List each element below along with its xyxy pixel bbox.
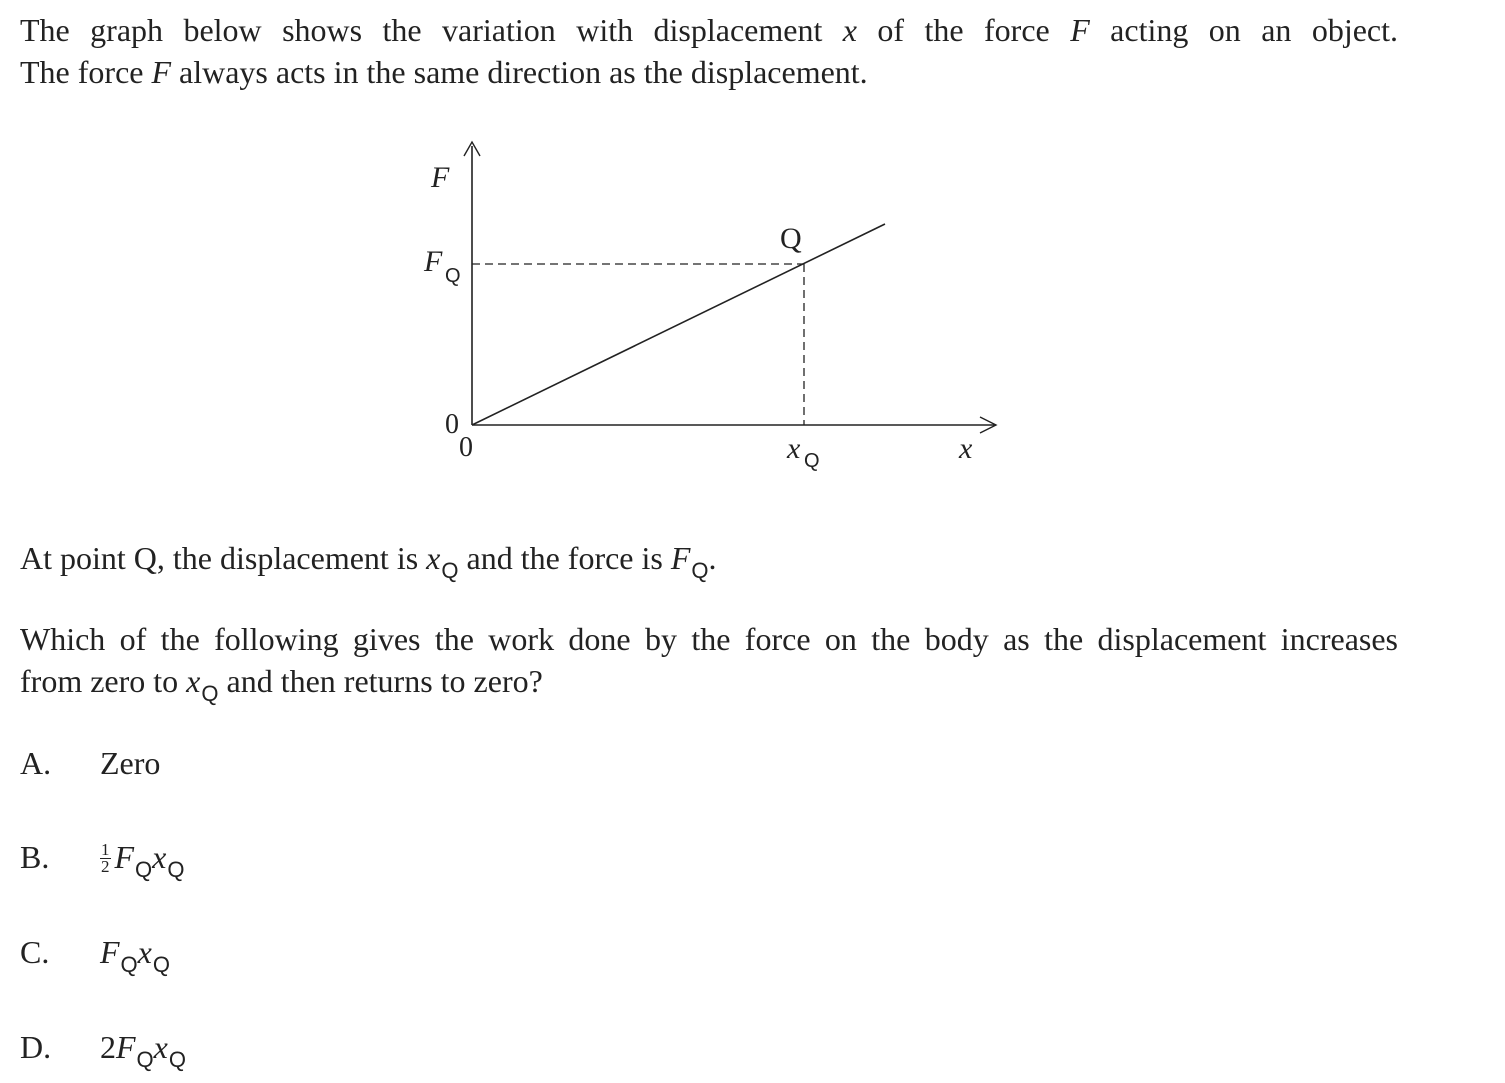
var-x: x (426, 540, 441, 576)
option-a-letter: A. (20, 745, 52, 781)
question-line-1: Which of the following gives the work done by the force on the body as the displacement increases (20, 621, 1398, 657)
intro-text: always acts in the same direction as the displacement. (171, 54, 868, 90)
fraction-numerator: 1 (101, 840, 110, 860)
option-a-text: Zero (100, 745, 161, 781)
var-F: F (116, 1029, 136, 1065)
option-a[interactable] (20, 743, 160, 783)
point-q-label: Q (780, 222, 802, 255)
option-d-letter: D. (20, 1029, 52, 1065)
xq-label-sub: Q (804, 450, 820, 472)
one-half-fraction (100, 842, 111, 875)
subscript-q: Q (201, 681, 219, 706)
force-line (472, 224, 885, 425)
var-F: F (100, 934, 120, 970)
intro-text: of the force (857, 12, 1071, 48)
var-x: x (842, 12, 857, 48)
question-text: and then returns to zero? (218, 663, 543, 699)
var-x: x (153, 1029, 168, 1065)
question-text: from zero to (20, 663, 187, 699)
subscript-q: Q (168, 1047, 186, 1072)
var-F: F (670, 540, 691, 576)
var-x: x (137, 934, 152, 970)
xq-label: x (787, 432, 801, 465)
statement (20, 537, 717, 583)
var-F: F (1070, 12, 1090, 48)
force-displacement-graph (0, 0, 1505, 520)
question (20, 618, 1398, 706)
fq-label (423, 245, 443, 278)
statement-text: and the force is (458, 540, 671, 576)
intro-text: The graph below shows the variation with displacement (20, 12, 843, 48)
fraction-denominator: 2 (101, 857, 110, 877)
option-c-letter: C. (20, 934, 50, 970)
statement-text: . (708, 540, 717, 576)
subscript-q: Q (120, 952, 138, 977)
subscript-q: Q (167, 857, 185, 882)
intro-text: acting on an object. (1089, 12, 1399, 48)
subscript-q: Q (152, 952, 170, 977)
fq-label-F: F (424, 245, 443, 278)
origin-x-label: 0 (459, 432, 473, 463)
fq-label-sub: Q (445, 265, 461, 287)
option-b-letter: B. (20, 839, 50, 875)
statement-text: At point Q, the displacement is (20, 540, 427, 576)
subscript-q: Q (136, 1047, 154, 1072)
y-axis-label: F (431, 161, 450, 194)
origin-y-label: 0 (445, 409, 459, 440)
subscript-q: Q (441, 558, 459, 583)
question-line-2 (20, 660, 1398, 706)
var-F: F (114, 839, 135, 875)
option-b[interactable] (20, 837, 185, 881)
option-d[interactable] (20, 1027, 186, 1071)
option-c[interactable] (20, 932, 170, 976)
subscript-q: Q (691, 558, 709, 583)
var-F: F (151, 54, 172, 90)
var-x: x (152, 839, 167, 875)
option-d-coefficient: 2 (100, 1029, 116, 1065)
var-x: x (186, 663, 201, 699)
x-axis-label: x (959, 432, 973, 465)
subscript-q: Q (135, 857, 153, 882)
intro-text: The force (20, 54, 152, 90)
